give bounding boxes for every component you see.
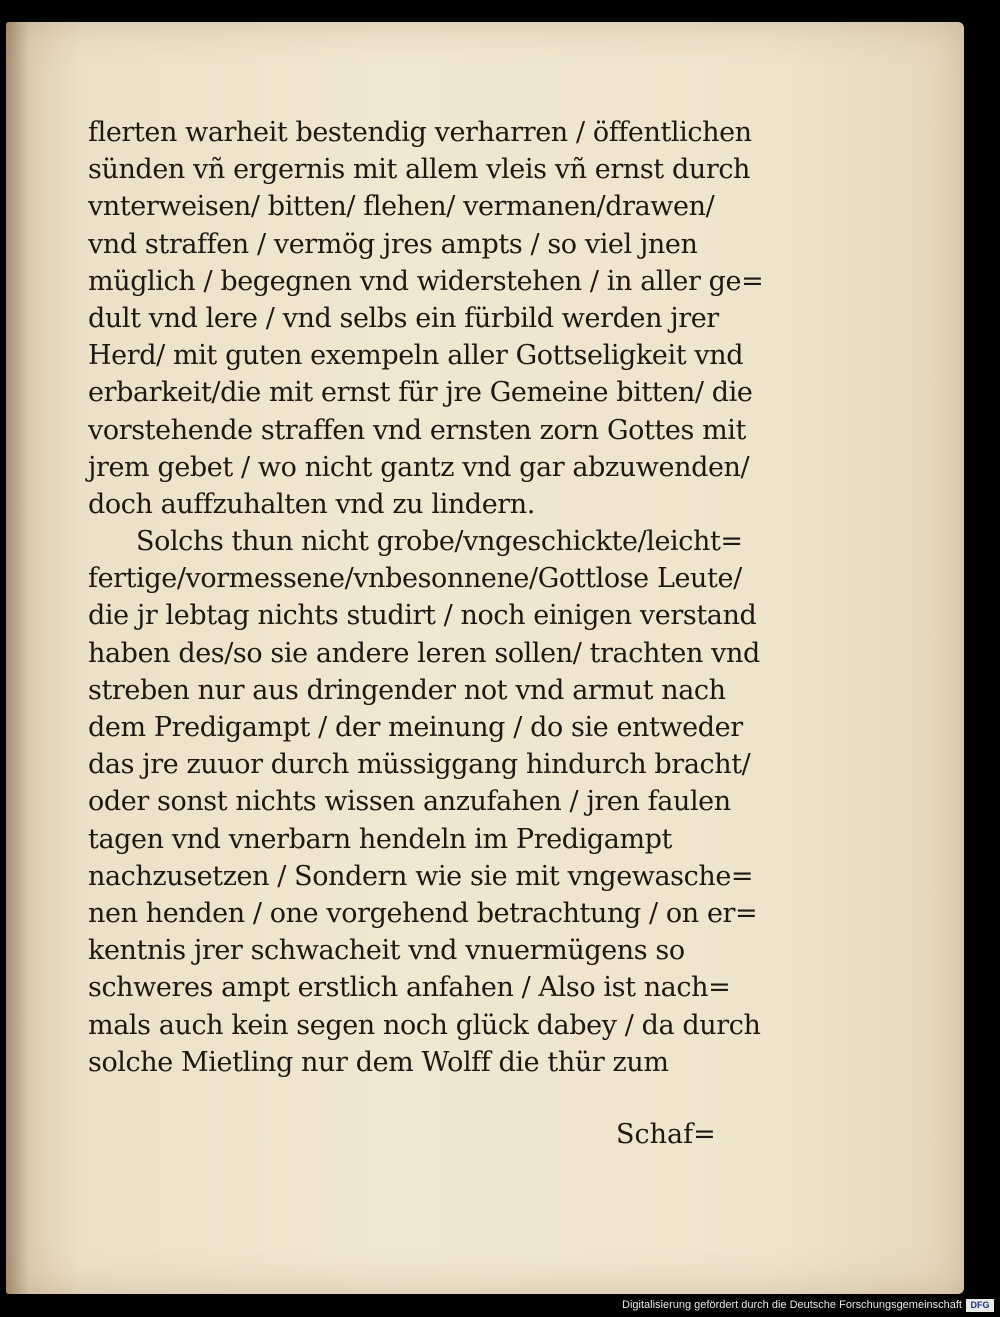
digitization-credit: Digitalisierung gefördert durch die Deutsche Forschungsgemeinschaft [622, 1299, 962, 1311]
text-line: mals auch kein segen noch glück dabey / da durch [88, 1009, 761, 1041]
catchword: Schaf= [616, 1119, 716, 1150]
text-line: schweres ampt erstlich anfahen / Also ist nach= [88, 972, 731, 1004]
text-line: dult vnd lere / vnd selbs ein fürbild werden jrer [88, 302, 719, 334]
text-line: dem Predigampt / der meinung / do sie entweder [88, 712, 743, 743]
text-line: nen henden / one vorgehend betrachtung / on er= [88, 897, 758, 929]
text-line: kentnis jrer schwacheit vnd vnuermügens so [88, 935, 685, 967]
text-line: nachzusetzen / Sondern wie sie mit vngewasche= [88, 860, 754, 892]
text-line: doch auffzuhalten vnd zu lindern. [88, 488, 535, 520]
text-line: flerten warheit bestendig verharren / öffentlichen [88, 117, 752, 148]
paragraph-start-line: Solchs thun nicht grobe/vngeschickte/leicht= [136, 526, 743, 558]
text-line: tagen vnd vnerbarn hendeln im Predigampt [88, 823, 673, 855]
text-line: oder sonst nichts wissen anzufahen / jren faulen [88, 786, 731, 818]
book-page [6, 22, 964, 1294]
text-line: solche Mietling nur dem Wolff die thür zum [88, 1046, 669, 1078]
dfg-logo: DFG [966, 1299, 994, 1312]
text-line: fertige/vormessene/vnbesonnene/Gottlose Leute/ [88, 563, 742, 595]
text-line: vorstehende straffen vnd ernsten zorn Gottes mit [88, 414, 746, 446]
text-line: Herd/ mit guten exempeln aller Gottseligkeit vnd [88, 340, 744, 372]
text-line: sünden vñ ergernis mit allem vleis vñ ernst durch [88, 154, 751, 186]
text-line: vnd straffen / vermög jres ampts / so viel jnen [88, 228, 698, 260]
text-line: müglich / begegnen vnd widerstehen / in aller ge= [88, 265, 764, 297]
text-line: streben nur aus dringender not vnd armut nach [88, 674, 726, 706]
text-line: erbarkeit/die mit ernst für jre Gemeine bitten/ die [88, 377, 753, 409]
text-line: das jre zuuor durch müssiggang hindurch bracht/ [88, 749, 751, 781]
page-text [88, 114, 764, 1081]
text-line: jrem gebet / wo nicht gantz vnd gar abzuwenden/ [88, 451, 750, 483]
text-line: haben des/so sie andere leren sollen/ trachten vnd [88, 637, 760, 669]
text-line: die jr lebtag nichts studirt / noch einigen verstand [88, 600, 757, 632]
text-line: vnterweisen/ bitten/ flehen/ vermanen/drawen/ [88, 191, 715, 223]
